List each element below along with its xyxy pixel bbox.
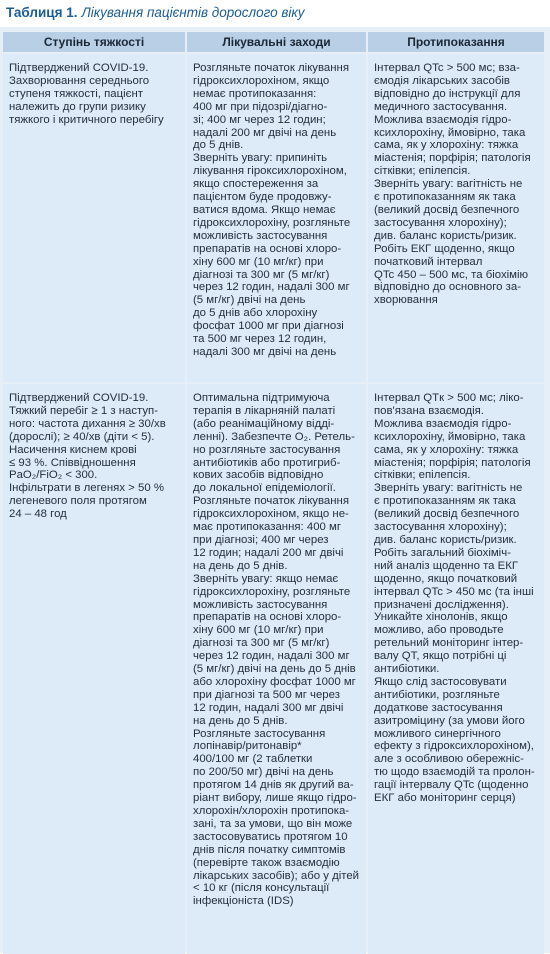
cell-text-line: та 500 мг через 12 годин, — [193, 333, 327, 346]
cell-text-line: фосфат 1000 мг при діагнозі — [193, 320, 344, 333]
cell-text-line: надалі 300 мг двічі на день — [193, 345, 337, 358]
cell-text-line: валу QT, якщо потрібні ці — [374, 650, 507, 663]
cell-text-line: (5 мг/кг) двічі на день до 5 днів — [193, 663, 356, 676]
cell-text-line: ного: частота дихання ≥ 30/хв — [9, 417, 166, 430]
cell-text-line: Тяжкий перебіг ≥ 1 з наступ- — [9, 404, 159, 417]
cell-text-line: легеневого поля протягом — [9, 495, 147, 508]
cell-text-line: відповідно до інструкції для — [374, 87, 521, 100]
cell-text-line: (перевірте також взаємодію — [193, 856, 340, 869]
cell-text-line: хіну 600 мг (10 мг/кг) при — [193, 255, 324, 268]
cell-text-line: початковий інтервал — [374, 255, 483, 268]
cell-text-line: ЕКГ або моніторинг серця) — [374, 792, 516, 805]
cell-text-line: Зверніть увагу: вагітність не — [374, 178, 523, 191]
cell-text-line: азитроміцину (за умови його — [374, 714, 525, 727]
cell-text-line: призначені дослідження). — [374, 598, 509, 611]
cell-text-line: хлорохін/хлорохін протипока- — [193, 805, 350, 817]
cell-text-line: гації інтервалу QTc (щоденно — [374, 779, 529, 792]
treatment-table — [3, 32, 544, 954]
cell-text-line: немає протипоказання: — [193, 87, 317, 100]
cell-text-line: гідроксихлорохіну, розгляньте — [193, 585, 351, 598]
cell-text-line: можливо, або проводьте — [374, 624, 504, 637]
cell-text-line: можливість застосування — [193, 598, 328, 611]
cell-text-line: сітківки; епілепсія. — [374, 469, 471, 482]
cell-text-line: пов'язана взаємодія. — [374, 404, 484, 417]
cell-text-line: ватися вдома. Якщо немає — [193, 203, 336, 216]
cell-text-line: ріант вибору, лише якщо гідро- — [193, 792, 357, 805]
cell-text-line: застосування хлорохіну); — [374, 216, 507, 229]
cell-text-line: ≤ 93 %. Співвідношення — [9, 456, 136, 469]
cell-text-line: пацієнтом буде продовжу- — [193, 191, 332, 204]
cell-text-line: ксихлорохіну, ймовірно, така — [374, 430, 526, 443]
cell-text-line: 400/100 мг (2 таблетки — [193, 753, 313, 766]
cell-text-line: до 5 днів або хлорохіну — [193, 307, 318, 320]
row2-severity-cell — [3, 384, 185, 954]
cell-text-line: зані, та за умови, що він може — [193, 817, 353, 830]
header-contraindications: Протипоказання — [368, 32, 544, 52]
cell-text-line: гідроксихлорохіном, якщо — [193, 74, 330, 87]
cell-text-line: якщо спостереження за — [193, 178, 319, 191]
cell-text-line: гідроксихлорохіном, якщо не- — [193, 508, 349, 521]
cell-text-line: Робіть загальний біохіміч- — [374, 546, 511, 559]
cell-text-line: Інтервал QTк > 500 мс; ліко- — [374, 392, 524, 404]
cell-text-line: Оптимальна підтримуюча — [193, 392, 330, 404]
cell-text-line: ємодія лікарських засобів — [374, 74, 510, 87]
cell-text-line: через 12 годин, надалі 300 мг — [193, 281, 350, 294]
cell-text-line: 12 годин, надалі 300 мг двічі — [193, 701, 344, 714]
cell-text-line: зі; 400 мг через 12 годин; — [193, 113, 326, 126]
cell-text-line: діагнозі та 300 мг (5 мг/кг) — [193, 268, 330, 281]
cell-text-line: но розгляньте застосування — [193, 443, 341, 456]
cell-text-line: або хлорохіну фосфат 1000 мг — [193, 675, 356, 688]
cell-text-line: до локальної епідеміології. — [193, 482, 336, 495]
cell-text-line: (або реанімаційному відді- — [193, 417, 335, 430]
cell-text-line: див. баланс користь/ризик. — [374, 533, 517, 546]
cell-text-line: Зверніть увагу: припиніть — [193, 152, 328, 165]
cell-text-line: Насичення киснем крові — [9, 443, 137, 456]
cell-text-line: препаратів на основі хлоро- — [193, 242, 342, 255]
cell-text-line: ленні). Забезпечте O₂. Ретель- — [193, 430, 355, 443]
cell-text-line: протягом 14 днів як другий ва- — [193, 779, 354, 792]
cell-text-line: ний аналіз щоденно та ЕКГ — [374, 559, 519, 572]
cell-text-line: Зверніть увагу: вагітність не — [374, 482, 523, 495]
table-number: Таблиця 1. — [6, 5, 78, 20]
cell-text-line: Розгляньте застосування — [193, 727, 326, 740]
row1-severity-cell — [3, 54, 185, 382]
cell-text-line: тяжкого і критичного перебігу — [9, 113, 164, 126]
cell-text-line: див. баланс користь/ризик. — [374, 229, 517, 242]
cell-text-line: Уникайте хінолонів, якщо — [374, 611, 508, 624]
cell-text-line: Якщо слід застосовувати — [374, 675, 507, 688]
cell-text-line: до 5 днів. — [193, 139, 244, 152]
cell-text-line: тю щодо взаємодій та пролон- — [374, 766, 535, 779]
cell-text-line: застосування хлорохіну); — [374, 521, 507, 534]
cell-text-line: сітківки; епілепсія. — [374, 165, 471, 178]
header-severity: Ступінь тяжкості — [3, 32, 185, 52]
cell-text-line: на день до 5 днів. — [193, 559, 288, 572]
cell-text-line: (дорослі); ≥ 40/хв (діти < 5). — [9, 430, 155, 443]
cell-text-line: Розгляньте початок лікування — [193, 495, 350, 508]
cell-text-line: сама, як у хлорохіну: тяжка — [374, 139, 519, 152]
cell-text-line: ступеня тяжкості, пацієнт — [9, 87, 143, 100]
row2-treatment-cell — [187, 384, 366, 954]
cell-text-line: Підтверджений COVID-19. — [9, 62, 149, 74]
cell-text-line: PaO₂/FiO₂ < 300. — [9, 469, 98, 482]
table-title — [6, 4, 305, 22]
cell-text-line: при діагнозі; 400 мг через — [193, 533, 329, 546]
cell-text-line: 24 – 48 год — [9, 508, 67, 521]
cell-text-line: має протипоказання: 400 мг — [193, 521, 342, 534]
cell-text-line: Можлива взаємодія гідро- — [374, 417, 512, 430]
cell-text-line: QTc 450 – 500 мс, та біохімію — [374, 268, 529, 281]
cell-text-line: 12 годин; надалі 200 мг двічі — [193, 546, 344, 559]
cell-text-line: (великий досвід безпечного — [374, 203, 520, 216]
cell-text-line: терапія в лікарняній палаті — [193, 404, 336, 417]
cell-text-line: застосовуватись протягом 10 — [193, 830, 348, 843]
cell-text-line: гідроксихлорохіну, розгляньте — [193, 216, 351, 229]
cell-text-line: хворювання — [374, 294, 438, 307]
cell-text-line: Підтверджений COVID-19. — [9, 392, 149, 404]
cell-text-line: 400 мг при підозрі/діагно- — [193, 100, 328, 113]
cell-text-line: належить до групи ризику — [9, 100, 146, 113]
cell-text-line: щоденно, якщо початковий — [374, 572, 518, 585]
row1-contraindications-cell — [368, 54, 544, 382]
cell-text-line: додаткове застосування — [374, 701, 503, 714]
header-treatment: Лікувальні заходи — [187, 32, 366, 52]
cell-text-line: < 10 кг (після консультації — [193, 882, 330, 895]
cell-text-line: Робіть ЕКГ щоденно, якщо — [374, 242, 515, 255]
cell-text-line: (великий досвід безпечного — [374, 508, 520, 521]
cell-text-line: інфекціоніста (IDS) — [193, 895, 294, 908]
cell-text-line: відповідно до основного за- — [374, 281, 521, 294]
cell-text-line: можливість застосування — [193, 229, 328, 242]
cell-text-line: Інфільтрати в легенях > 50 % — [9, 482, 164, 495]
cell-text-line: по 200/50 мг) двічі на день — [193, 766, 334, 779]
cell-text-line: Зверніть увагу: якщо немає — [193, 572, 339, 585]
cell-text-line: лікарських засобів); або у дітей — [193, 869, 360, 882]
cell-text-line: діагнозі та 300 мг (5 мг/кг) — [193, 637, 330, 650]
cell-text-line: препаратів на основі хлоро- — [193, 611, 342, 624]
cell-text-line: днів після початку симптомів — [193, 843, 346, 856]
cell-text-line: антибіотиків або протигриб- — [193, 456, 341, 469]
cell-text-line: але з особливою обережніс- — [374, 753, 524, 766]
cell-text-line: при діагнозі та 500 мг через — [193, 688, 340, 701]
cell-text-line: антибіотики. — [374, 663, 440, 676]
cell-text-line: на день до 5 днів. — [193, 714, 288, 727]
cell-text-line: інтервал QTc > 450 мс (та інші — [374, 585, 534, 598]
cell-text-line: є протипоказанням як така — [374, 191, 516, 204]
table-caption: Лікування пацієнтів дорослого віку — [81, 5, 305, 20]
cell-text-line: кових засобів відповідно — [193, 469, 324, 482]
cell-text-line: сама, як у хлорохіну: тяжка — [374, 443, 519, 456]
cell-text-line: Інтервал QTc > 500 мс; вза- — [374, 62, 520, 74]
cell-text-line: надалі 200 мг двічі на день — [193, 126, 337, 139]
cell-text-line: (5 мг/кг) двічі на день — [193, 294, 306, 307]
row2-contraindications-cell — [368, 384, 544, 954]
cell-text-line: можливого синергічного — [374, 727, 501, 740]
cell-text-line: антибіотики, розгляньте — [374, 688, 500, 701]
cell-text-line: лопінавір/ритонавір* — [193, 740, 302, 753]
cell-text-line: міастенія; порфірія; патологія — [374, 152, 531, 165]
cell-text-line: через 12 годин, надалі 300 мг — [193, 650, 350, 663]
cell-text-line: хіну 600 мг (10 мг/кг) при — [193, 624, 324, 637]
cell-text-line: ефекту з гідроксихлорохіном), — [374, 740, 534, 753]
row1-treatment-cell — [187, 54, 366, 382]
cell-text-line: Можлива взаємодія гідро- — [374, 113, 512, 126]
cell-text-line: ксихлорохіну, ймовірно, така — [374, 126, 526, 139]
cell-text-line: ретельний моніторинг інтер- — [374, 637, 524, 650]
cell-text-line: міастенія; порфірія; патологія — [374, 456, 531, 469]
cell-text-line: Розгляньте початок лікування — [193, 62, 350, 74]
cell-text-line: є протипоказанням як така — [374, 495, 516, 508]
cell-text-line: Захворювання середнього — [9, 74, 150, 87]
cell-text-line: лікування гіроксихлорохіном, — [193, 165, 347, 178]
cell-text-line: медичного застосування. — [374, 100, 508, 113]
